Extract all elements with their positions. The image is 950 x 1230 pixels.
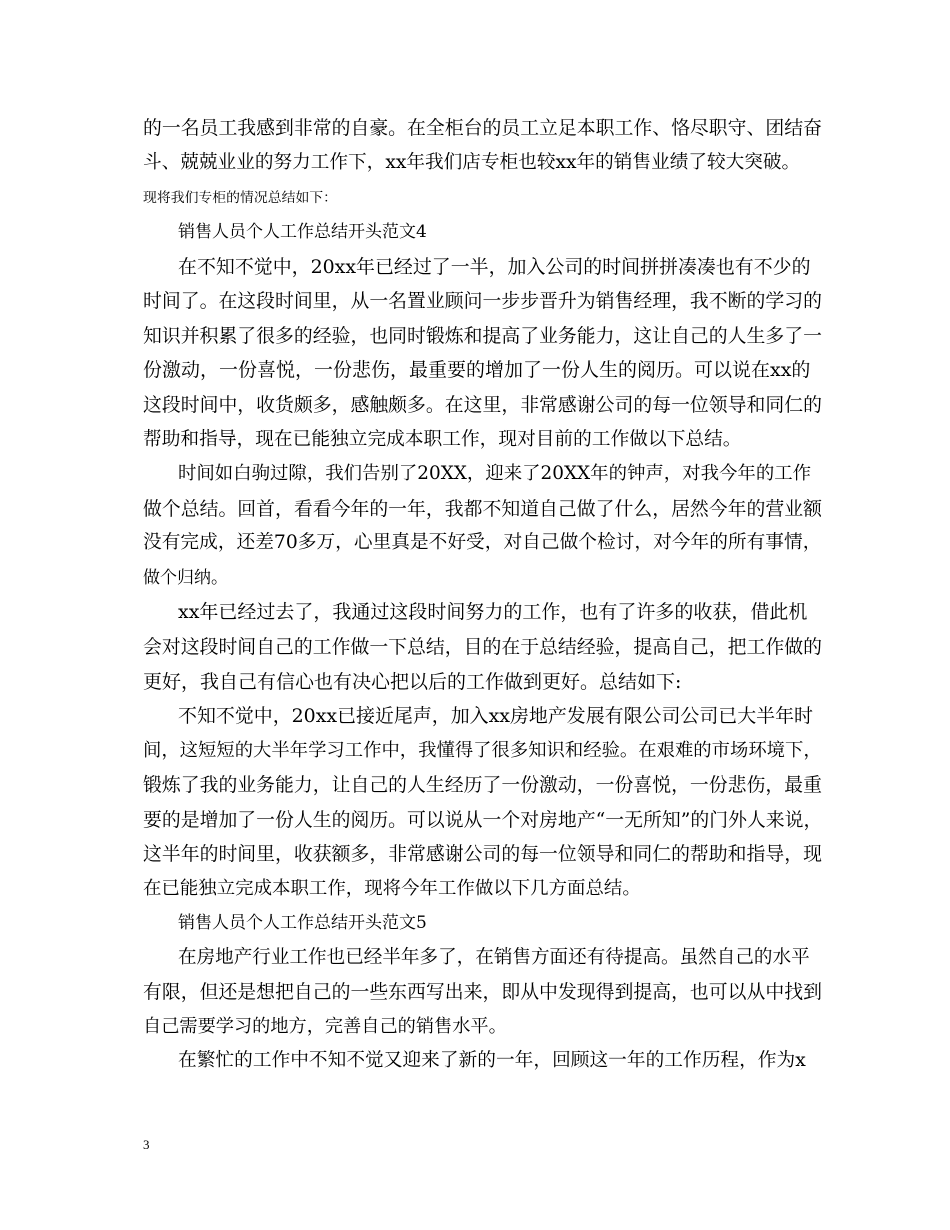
page-number: 3: [143, 1137, 150, 1152]
text-line: 做个归纳。: [143, 568, 228, 588]
text-line: 锻炼了我的业务能力，让自己的人生经历了一份激动，一份喜悦，一份悲伤，最重: [143, 774, 822, 796]
text-line: 做个总结。回首，看看今年的一年，我都不知道自己做了什么，居然今年的营业额: [143, 498, 822, 520]
text-line: 不知不觉中，20xx已接近尾声，加入xx房地产发展有限公司公司已大半年时: [178, 705, 813, 727]
text-line: 这段时间中，收货颇多，感触颇多。在这里，非常感谢公司的每一位领导和同仁的: [143, 394, 822, 416]
text-line: 销售人员个人工作总结开头范文4: [178, 222, 427, 242]
text-line: 帮助和指导，现在已能独立完成本职工作，现对目前的工作做以下总结。: [143, 429, 742, 450]
text-line: 自己需要学习的地方，完善自己的销售水平。: [143, 1016, 507, 1037]
text-line: 销售人员个人工作总结开头范文5: [178, 913, 427, 933]
text-line: 的一名员工我感到非常的自豪。在全柜台的员工立足本职工作、恪尽职守、团结奋: [143, 117, 822, 139]
text-line: 这半年的时间里，收获额多，非常感谢公司的每一位领导和同仁的帮助和指导，现: [143, 843, 822, 865]
text-line: 时间了。在这段时间里，从一名置业顾问一步步晋升为销售经理，我不断的学习的: [143, 290, 822, 312]
text-line: 份激动，一份喜悦，一份悲伤，最重要的增加了一份人生的阅历。可以说在xx的: [143, 359, 811, 381]
text-line: 在不知不觉中，20xx年已经过了一半，加入公司的时间拼拼凑凑也有不少的: [178, 256, 811, 278]
text-line: 会对这段时间自己的工作做一下总结，目的在于总结经验，提高自己，把工作做的: [143, 636, 822, 658]
text-line: 在繁忙的工作中不知不觉又迎来了新的一年，回顾这一年的工作历程，作为x: [178, 1050, 806, 1071]
text-line: 现将我们专柜的情况总结如下：: [143, 190, 338, 206]
text-line: 在已能独立完成本职工作，现将今年工作做以下几方面总结。: [143, 878, 641, 899]
text-line: 知识并积累了很多的经验，也同时锻炼和提高了业务能力，这让自己的人生多了一: [143, 325, 822, 347]
text-line: 更好，我自己有信心也有决心把以后的工作做到更好。总结如下:: [143, 671, 682, 693]
text-line: 有限，但还是想把自己的一些东西写出来，即从中发现得到提高，也可以从中找到: [143, 981, 822, 1003]
text-line: xx年已经过去了，我通过这段时间努力的工作，也有了许多的收获，借此机: [178, 601, 808, 623]
text-line: 在房地产行业工作也已经半年多了，在销售方面还有待提高。虽然自己的水平: [178, 947, 810, 968]
text-line: 斗、兢兢业业的努力工作下，xx年我们店专柜也较xx年的销售业绩了较大突破。: [143, 152, 801, 173]
text-line: 间，这短短的大半年学习工作中，我懂得了很多知识和经验。在艰难的市场环境下，: [143, 740, 822, 761]
text-line: 时间如白驹过隙，我们告别了20XX，迎来了20XX年的钟声，对我今年的工作: [178, 463, 812, 484]
text-line: 没有完成，还差70多万，心里真是不好受，对自己做个检讨，对今年的所有事情，: [143, 532, 822, 553]
text-line: 要的是增加了一份人生的阅历。可以说从一个对房地产“一无所知”的门外人来说，: [143, 809, 823, 831]
